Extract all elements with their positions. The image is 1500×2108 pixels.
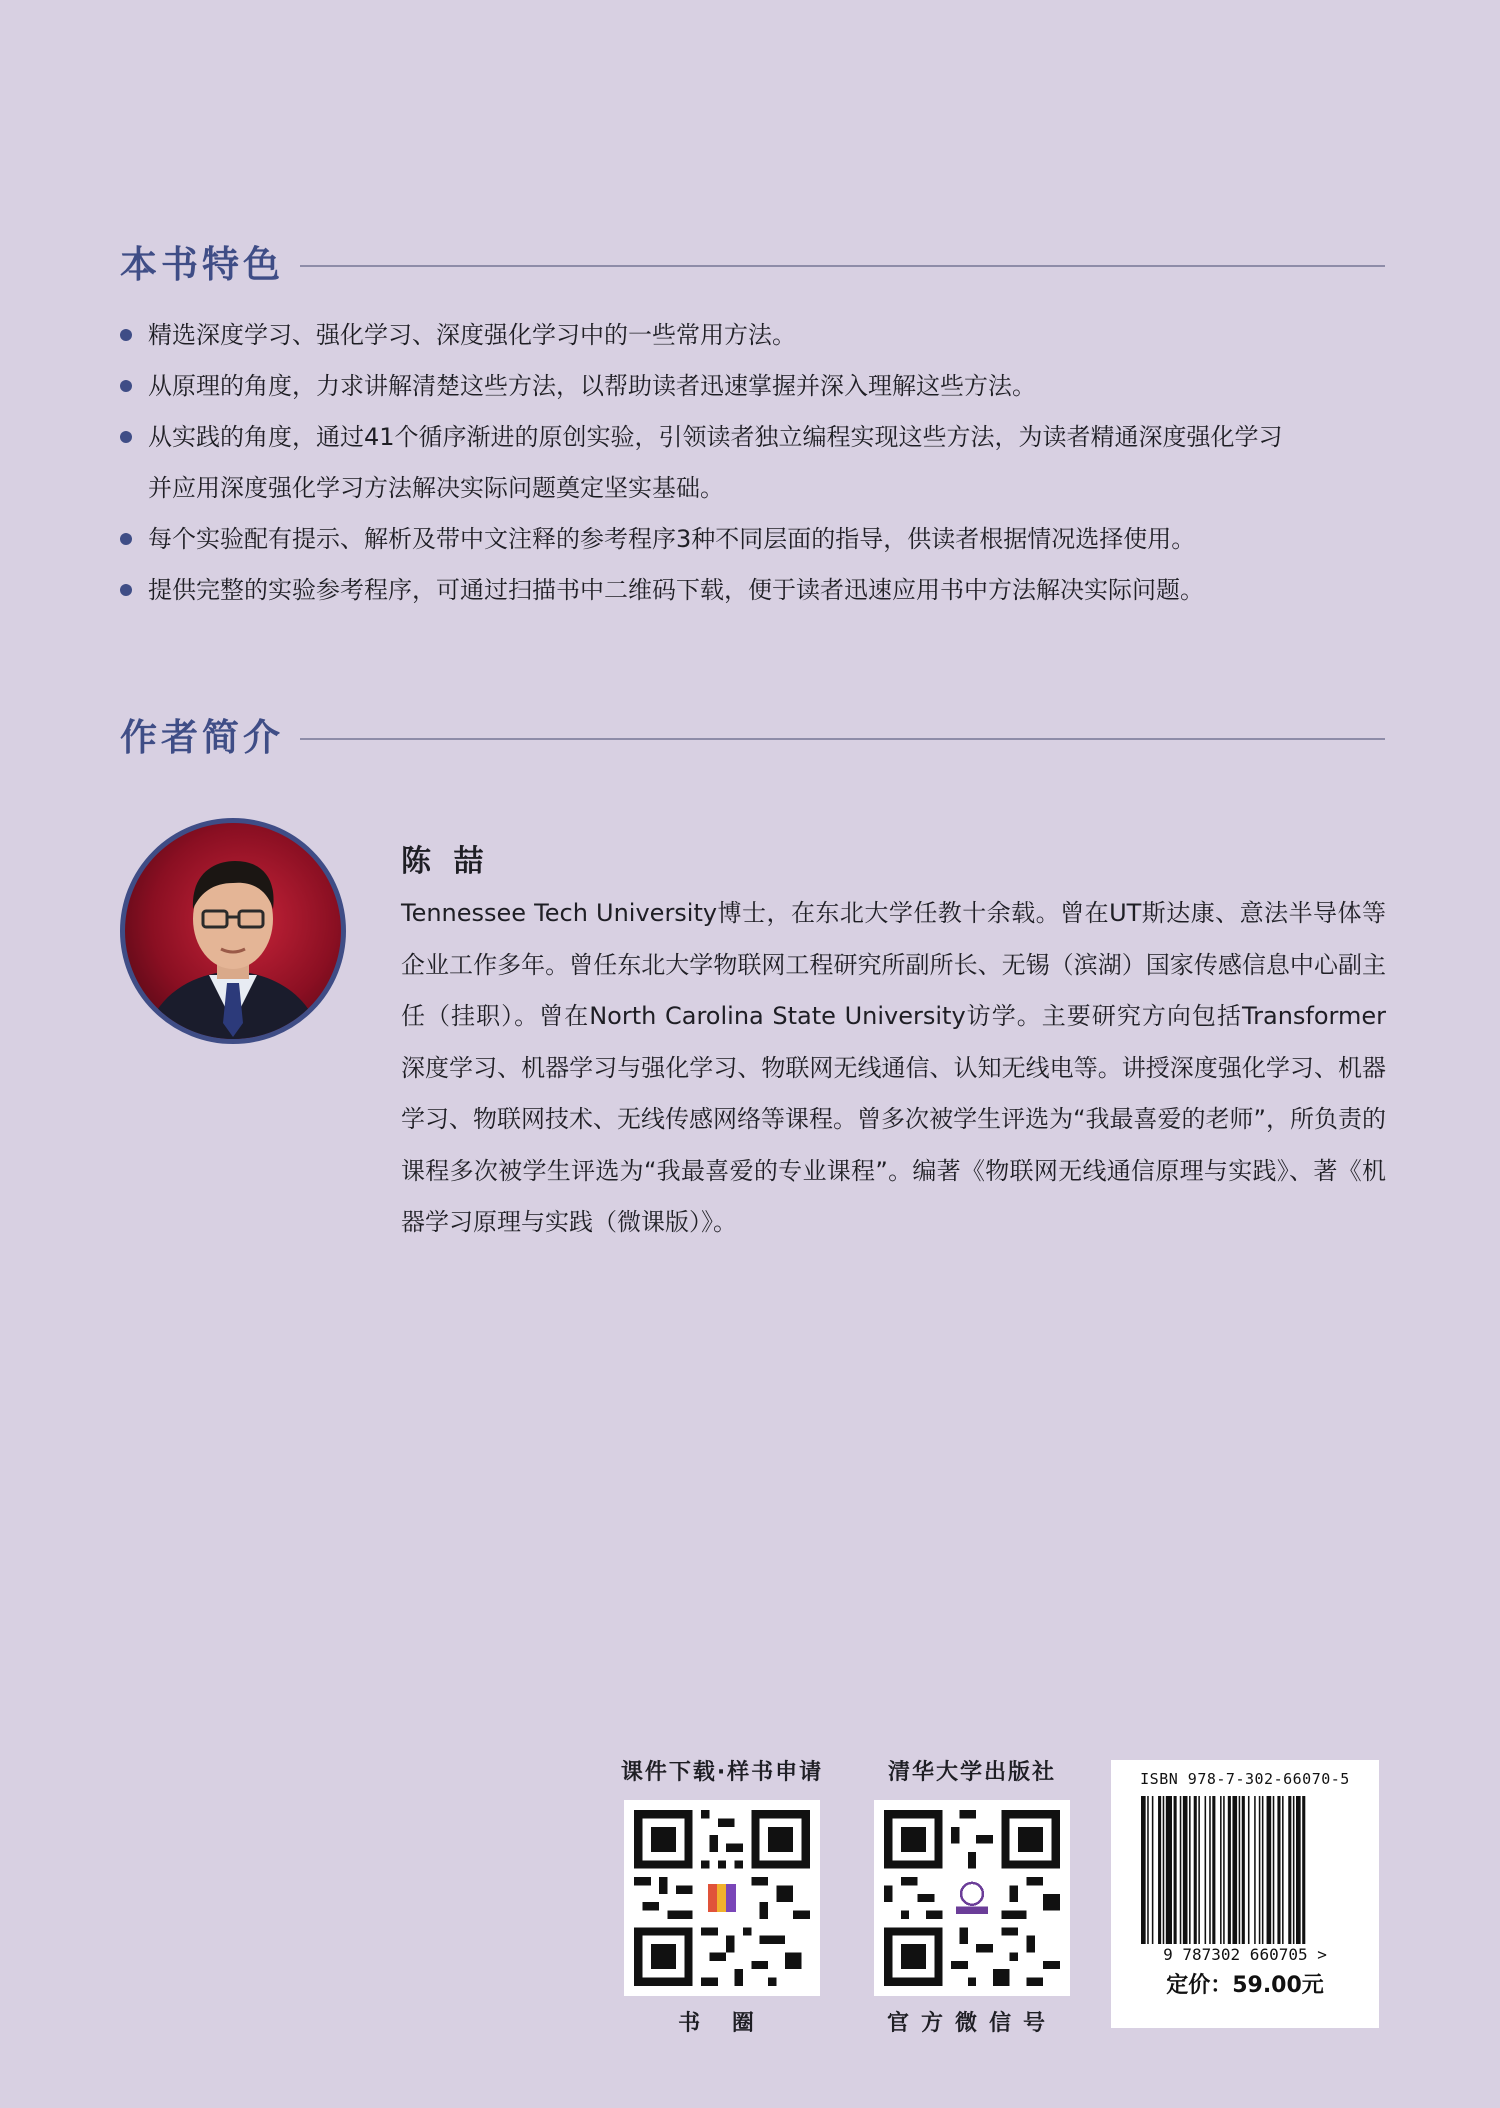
person-portrait-icon bbox=[125, 823, 341, 1039]
qr-top-label: 清华大学出版社 bbox=[887, 1760, 1056, 1785]
barcode-bar bbox=[1189, 1796, 1191, 1944]
barcode-bar bbox=[1282, 1796, 1284, 1944]
barcode-bar bbox=[1198, 1796, 1200, 1944]
barcode-bar bbox=[1296, 1796, 1301, 1944]
barcode-bar bbox=[1194, 1796, 1197, 1944]
bullet-dot-icon bbox=[120, 431, 132, 443]
barcode-bar bbox=[1158, 1796, 1161, 1944]
barcode-bar bbox=[1223, 1796, 1225, 1944]
qr-code-icon bbox=[884, 1810, 1060, 1986]
author-portrait bbox=[120, 818, 346, 1044]
qr-code-icon bbox=[634, 1810, 810, 1986]
barcode-bar bbox=[1152, 1796, 1154, 1944]
feature-item: 每个实验配有提示、解析及带中文注释的参考程序3种不同层面的指导，供读者根据情况选择使用。 bbox=[120, 514, 1390, 565]
isbn-barcode-block bbox=[1111, 1760, 1379, 2028]
barcode-bar bbox=[1302, 1796, 1305, 1944]
qr-bottom-label: 书 圈 bbox=[678, 2011, 766, 2036]
feature-item: 精选深度学习、强化学习、深度强化学习中的一些常用方法。 bbox=[120, 310, 1390, 361]
price-label: 定价：59.00元 bbox=[1166, 1973, 1324, 1998]
barcode-bar bbox=[1166, 1796, 1172, 1944]
author-name: 陈 喆 bbox=[401, 844, 490, 879]
barcode-bar bbox=[1254, 1796, 1256, 1944]
feature-item: 从实践的角度，通过41个循序渐进的原创实验，引领读者独立编程实现这些方法，为读者精通深度强化学习 并应用深度强化学习方法解决实际问题奠定坚实基础。 bbox=[120, 412, 1390, 514]
features-title: 本书特色 bbox=[120, 237, 308, 293]
bullet-dot-icon bbox=[120, 584, 132, 596]
qr-code-wechat[interactable] bbox=[874, 1800, 1070, 1996]
barcode-bar bbox=[1273, 1796, 1275, 1944]
barcode-bar bbox=[1242, 1796, 1245, 1944]
bullet-dot-icon bbox=[120, 380, 132, 392]
barcode-bar bbox=[1212, 1796, 1215, 1944]
isbn-text: ISBN 978-7-302-66070-5 bbox=[1140, 1770, 1350, 1788]
features-divider bbox=[300, 265, 1385, 267]
barcode-bar bbox=[1288, 1796, 1291, 1944]
barcode-bar bbox=[1248, 1796, 1250, 1944]
qr-block-wechat bbox=[862, 1756, 1082, 2037]
author-section-header bbox=[120, 710, 1385, 770]
barcode-bar bbox=[1183, 1796, 1188, 1944]
barcode-icon bbox=[1127, 1794, 1363, 1964]
features-section-header bbox=[120, 237, 1385, 297]
barcode-bar bbox=[1163, 1796, 1165, 1944]
barcode-bar bbox=[1259, 1796, 1261, 1944]
feature-item: 提供完整的实验参考程序，可通过扫描书中二维码下载，便于读者迅速应用书中方法解决实际问题。 bbox=[120, 565, 1390, 616]
barcode-bar bbox=[1228, 1796, 1231, 1944]
qr-bottom-label: 官方微信号 bbox=[886, 2011, 1057, 2036]
bullet-dot-icon bbox=[120, 329, 132, 341]
qr-code-courseware[interactable] bbox=[624, 1800, 820, 1996]
bullet-dot-icon bbox=[120, 533, 132, 545]
barcode-bar bbox=[1205, 1796, 1207, 1944]
barcode-bar bbox=[1174, 1796, 1177, 1944]
barcode-bar bbox=[1147, 1796, 1149, 1944]
barcode-bar bbox=[1180, 1796, 1182, 1944]
qr-block-courseware bbox=[612, 1756, 832, 2037]
barcode-bar bbox=[1293, 1796, 1295, 1944]
barcode-bar bbox=[1267, 1796, 1272, 1944]
barcode-bar bbox=[1277, 1796, 1280, 1944]
author-divider bbox=[300, 738, 1385, 740]
barcode-bar bbox=[1232, 1796, 1237, 1944]
qr-top-label: 课件下载·样书申请 bbox=[620, 1760, 824, 1785]
barcode-bar bbox=[1262, 1796, 1264, 1944]
author-section-title: 作者简介 bbox=[120, 710, 308, 766]
barcode-bar bbox=[1239, 1796, 1241, 1944]
features-list bbox=[120, 310, 1390, 616]
barcode-digits: 9 787302 660705 > bbox=[1163, 1945, 1327, 1964]
barcode-bar bbox=[1209, 1796, 1211, 1944]
barcode-bar bbox=[1220, 1796, 1222, 1944]
feature-item: 从原理的角度，力求讲解清楚这些方法，以帮助读者迅速掌握并深入理解这些方法。 bbox=[120, 361, 1390, 412]
author-bio: Tennessee Tech University博士，在东北大学任教十余载。曾在UT斯达康、意法半导体等企业工作多年。曾任东北大学物联网工程研究所副所长、无锡（滨湖）国家传感信息中心副主任（挂职）。曾在North Carolina State University访学。主要研究方向包括Transformer深度学习、机器学习与强化学习、物联网无线通信、认知无线电等。讲授深度强化学习、机器学习、物联网技术、无线传感网络等课程。曾多次被学生评选为“我最喜爱的老师”，所负责的课程多次被学生评选为“我最喜爱的专业课程”。编著《物联网无线通信原理与实践》、著《机器学习原理与实践（微课版）》。 bbox=[401, 899, 1386, 1236]
barcode-bar bbox=[1141, 1796, 1146, 1944]
